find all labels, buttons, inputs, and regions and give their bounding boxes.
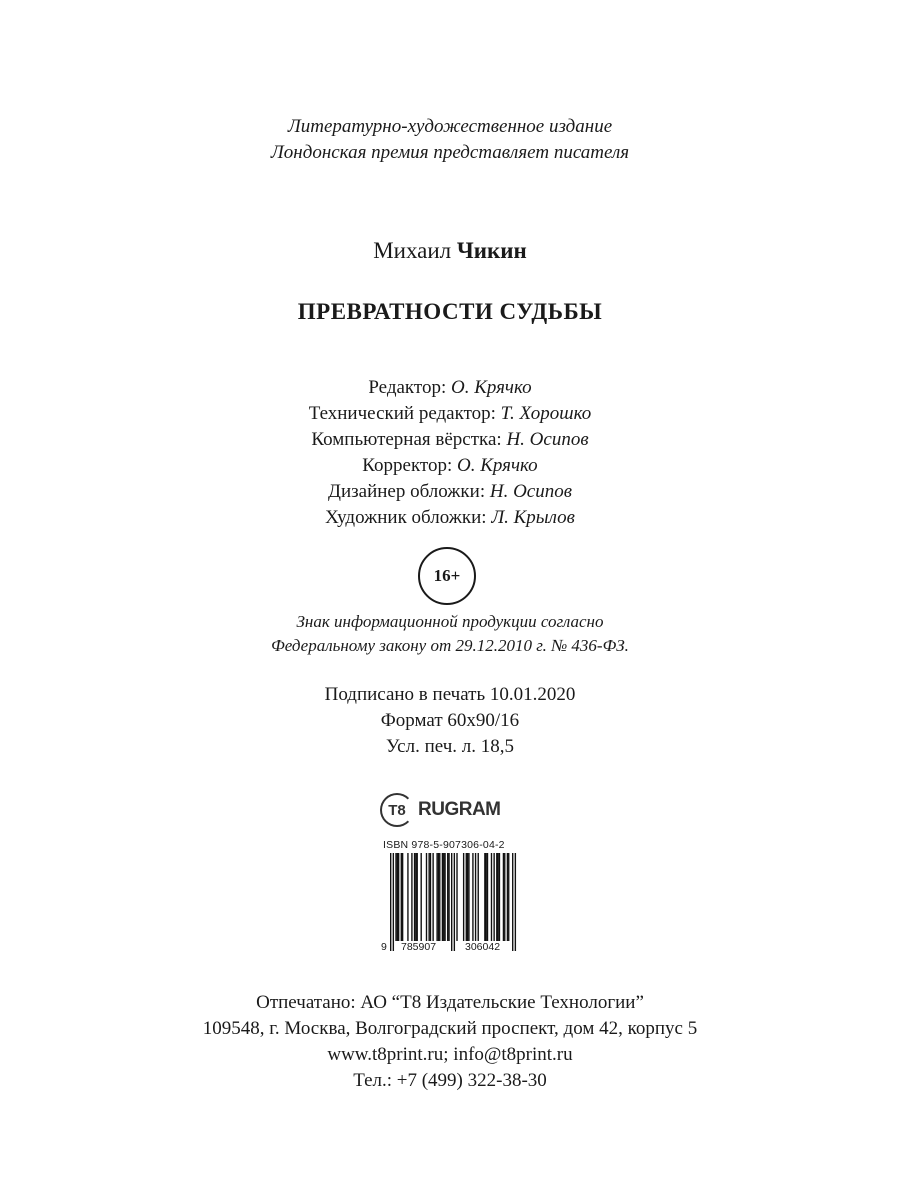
credit-role: Технический редактор: [308, 403, 496, 424]
credit-role: Художник обложки: [325, 507, 487, 528]
credit-role: Редактор: [368, 377, 447, 398]
isbn-barcode [378, 837, 528, 969]
barcode-bar [504, 853, 505, 941]
barcode-bar [484, 853, 485, 941]
barcode-bar [478, 853, 479, 941]
barcode-bar [472, 853, 473, 941]
barcode-bar [447, 853, 448, 941]
credit-line [0, 479, 900, 505]
credit-line [0, 505, 900, 531]
series-info [0, 114, 900, 166]
barcode-bar [475, 853, 476, 941]
barcode-bar [497, 853, 498, 941]
series-line-1: Литературно-художественное издание [287, 116, 613, 137]
barcode-bar [499, 853, 500, 941]
credit-role: Дизайнер обложки: [328, 481, 486, 502]
barcode-bar [398, 853, 399, 941]
barcode-bar [436, 853, 437, 941]
barcode-bar [393, 853, 394, 951]
barcode-bar [432, 853, 433, 941]
printer-info [0, 990, 900, 1094]
barcode-bar [456, 853, 457, 941]
barcode-bars-icon [378, 853, 528, 953]
credit-line [0, 427, 900, 453]
printer-line-3: www.t8print.ru; info@t8print.ru [327, 1044, 573, 1065]
barcode-bar [443, 853, 444, 941]
barcode-bar [503, 853, 504, 941]
barcode-bar [442, 853, 443, 941]
barcode-bar [491, 853, 492, 941]
barcode-bar [417, 853, 418, 941]
credit-name: Т. Хорошко [500, 403, 592, 424]
barcode-bar [390, 853, 391, 951]
series-line-2: Лондонская премия представляет писателя [270, 142, 630, 163]
credit-name: Л. Крылов [491, 507, 575, 528]
barcode-bar [512, 853, 513, 951]
barcode-bar [466, 853, 467, 941]
barcode-bar [467, 853, 468, 941]
printer-line-4: Тел.: +7 (499) 322-38-30 [353, 1070, 547, 1091]
age-note-line-1: Знак информационной продукции согласно [296, 612, 604, 631]
author-first-name: Михаил [373, 238, 452, 263]
barcode-bar [397, 853, 398, 941]
barcode-bar [468, 853, 469, 941]
barcode-bar [411, 853, 412, 941]
barcode-bar [421, 853, 422, 941]
barcode-bar [493, 853, 494, 941]
barcode-bar [438, 853, 439, 941]
credit-name: О. Крячко [451, 377, 532, 398]
barcode-bar [515, 853, 516, 951]
ean-right-group: 306042 [465, 941, 501, 953]
barcode-bar [451, 853, 452, 951]
print-sheets: Усл. печ. л. 18,5 [386, 736, 514, 757]
barcode-bar [463, 853, 464, 941]
credit-name: Н. Осипов [489, 481, 572, 502]
barcode-bar [487, 853, 488, 941]
barcode-bar [407, 853, 408, 941]
barcode-bar [454, 853, 455, 951]
barcode-bar [402, 853, 403, 941]
barcode-bar [507, 853, 508, 941]
barcode-bar [401, 853, 402, 941]
printer-line-1: Отпечатано: АО “Т8 Издательские Технологии” [256, 992, 644, 1013]
credit-line [0, 453, 900, 479]
barcode-bar [496, 853, 497, 941]
credit-line [0, 375, 900, 401]
credit-name: Н. Осипов [506, 429, 589, 450]
credit-role: Компьютерная вёрстка: [311, 429, 502, 450]
barcode-bar [430, 853, 431, 941]
ean-left-group: 785907 [401, 941, 437, 953]
print-format: Формат 60x90/16 [380, 710, 520, 731]
t8-rugram-logo-icon [380, 793, 520, 827]
barcode-bar [414, 853, 415, 941]
age-rating-badge: 16+ [418, 547, 476, 605]
barcode-bar [395, 853, 396, 941]
barcode-bar [508, 853, 509, 941]
barcode-bar [415, 853, 416, 941]
barcode-bar [485, 853, 486, 941]
logo-mark: T8 [380, 793, 414, 827]
author-last-name: Чикин [456, 238, 527, 263]
barcode-bar [428, 853, 429, 941]
isbn-label: ISBN 978-5-907306-04-2 [383, 839, 505, 851]
ean-first-digit: 9 [381, 941, 387, 953]
printer-line-2: 109548, г. Москва, Волгоградский проспект, дом 42, корпус 5 [202, 1018, 698, 1039]
author-name [0, 237, 900, 265]
credit-line [0, 401, 900, 427]
print-info [0, 682, 900, 760]
credits-list [0, 375, 900, 531]
book-title: ПРЕВРАТНОСТИ СУДЬБЫ [297, 299, 603, 324]
logo-text: RUGRAM [418, 799, 501, 820]
age-rating-note [0, 610, 900, 658]
barcode-bar [444, 853, 445, 941]
barcode-bar [439, 853, 440, 941]
credit-name: О. Крячко [457, 455, 538, 476]
credit-role: Корректор: [362, 455, 453, 476]
barcode-bar [448, 853, 449, 941]
barcode-bar [426, 853, 427, 941]
print-signed-date: Подписано в печать 10.01.2020 [324, 684, 576, 705]
age-note-line-2: Федеральному закону от 29.12.2010 г. № 436-ФЗ. [271, 636, 629, 655]
